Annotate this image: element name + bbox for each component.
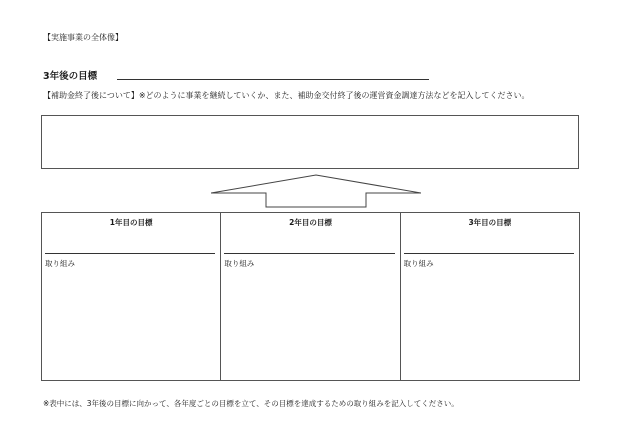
- three-year-goal-input-line[interactable]: [117, 79, 429, 80]
- year-2-actions-label: 取り組み: [224, 259, 255, 268]
- year-1-goal-input-line[interactable]: [45, 253, 215, 254]
- up-arrow-icon: [211, 174, 421, 208]
- year-3-actions-label: 取り組み: [403, 259, 434, 268]
- year-3-goal-input-line[interactable]: [404, 253, 574, 254]
- year-1-column: [42, 213, 221, 380]
- year-2-column: [221, 213, 400, 380]
- post-subsidy-instruction: 【補助金終了後について】※どのように事業を継続していくか、また、補助金交付終了後の運営資金調達方法などを記入してください。: [43, 91, 530, 100]
- year-1-goal-header: 1年目の目標: [109, 218, 153, 227]
- year-3-column: [401, 213, 579, 380]
- year-3-goal-header: 3年目の目標: [468, 218, 512, 227]
- three-year-goal-title: 3年後の目標: [43, 71, 98, 82]
- post-subsidy-textbox[interactable]: [41, 115, 579, 169]
- year-2-goal-input-line[interactable]: [224, 253, 394, 254]
- year-1-actions-label: 取り組み: [45, 259, 75, 268]
- year-2-goal-header: 2年目の目標: [289, 218, 332, 227]
- section-heading: 【実施事業の全体像】: [43, 33, 123, 42]
- footnote: ※表中には、3年後の目標に向かって、各年度ごとの目標を立て、その目標を達成するための取り組みを記入してください。: [43, 399, 459, 408]
- yearly-goals-table: [41, 212, 580, 381]
